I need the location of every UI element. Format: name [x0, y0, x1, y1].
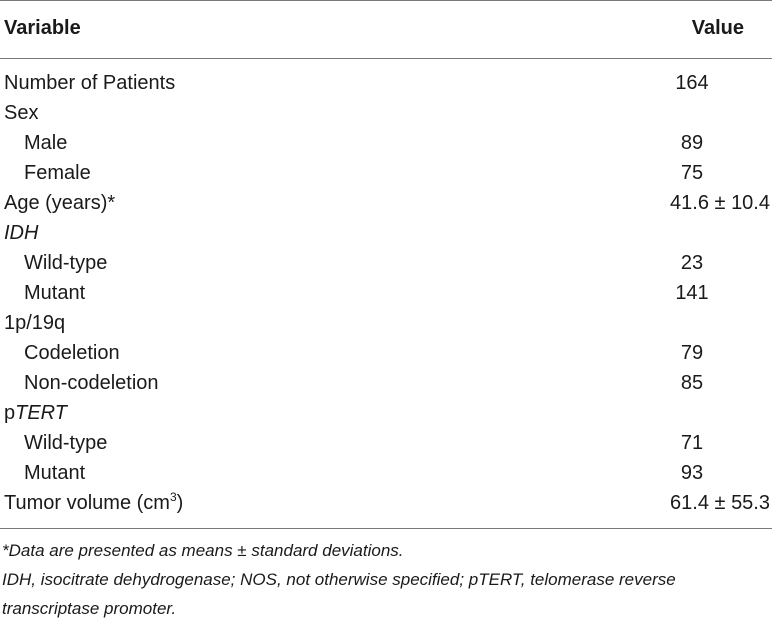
row-label: Mutant: [24, 282, 86, 304]
row-value: 89: [680, 132, 704, 154]
table-footnotes: [2, 536, 770, 623]
row-value: 23: [680, 252, 704, 274]
table-header-row: [0, 0, 772, 58]
row-label-main: Tumor volume (cm: [4, 492, 170, 514]
table-row: [0, 128, 772, 158]
row-value: 141: [675, 282, 709, 304]
row-label: Codeletion: [24, 342, 120, 364]
table-row: [0, 398, 772, 428]
header-value: Value: [691, 17, 744, 39]
row-label: [4, 398, 67, 428]
row-value: 164: [675, 72, 709, 94]
row-value: 41.6 ± 10.4: [670, 192, 770, 214]
row-label: Female: [24, 162, 91, 184]
row-value: 75: [680, 162, 704, 184]
table-body: [0, 68, 772, 518]
table-row: [0, 218, 772, 248]
table-row: [0, 248, 772, 278]
table-row: [0, 338, 772, 368]
table-row: [0, 368, 772, 398]
row-label: Mutant: [24, 462, 86, 484]
row-label: [4, 488, 183, 518]
footnote-data-note: *Data are presented as means ± standard deviations.: [2, 541, 404, 560]
table-row: [0, 428, 772, 458]
table-row: [0, 98, 772, 128]
header-variable: Variable: [4, 17, 81, 39]
table-header-rule: [0, 58, 772, 59]
table-row: [0, 308, 772, 338]
footnote-abbreviations: IDH, isocitrate dehydrogenase; NOS, not otherwise specified; pTERT, telomerase reverse transcriptase promoter.: [2, 570, 676, 618]
row-value: 71: [680, 432, 704, 454]
row-value: 93: [680, 462, 704, 484]
row-label: Sex: [4, 102, 39, 124]
table-row: [0, 488, 772, 518]
row-value: 79: [680, 342, 704, 364]
row-label-end: ): [176, 492, 184, 514]
row-value: 61.4 ± 55.3: [670, 492, 770, 514]
row-label: Wild-type: [24, 432, 108, 454]
table-row: [0, 188, 772, 218]
row-label-superscript: 3: [169, 490, 177, 504]
row-label-italic: TERT: [15, 402, 67, 424]
row-label: IDH: [4, 222, 39, 244]
table-row: [0, 158, 772, 188]
row-label: Male: [24, 132, 68, 154]
row-value: 85: [680, 372, 704, 394]
row-label: Age (years)*: [4, 192, 116, 214]
row-label: Wild-type: [24, 252, 108, 274]
table-row: [0, 458, 772, 488]
row-label: Non-codeletion: [24, 372, 159, 394]
table-row: [0, 278, 772, 308]
table-bottom-rule: [0, 528, 772, 529]
row-label: Number of Patients: [4, 72, 176, 94]
table-row: [0, 68, 772, 98]
row-label-prefix: p: [4, 402, 16, 424]
row-label: 1p/19q: [4, 312, 66, 334]
